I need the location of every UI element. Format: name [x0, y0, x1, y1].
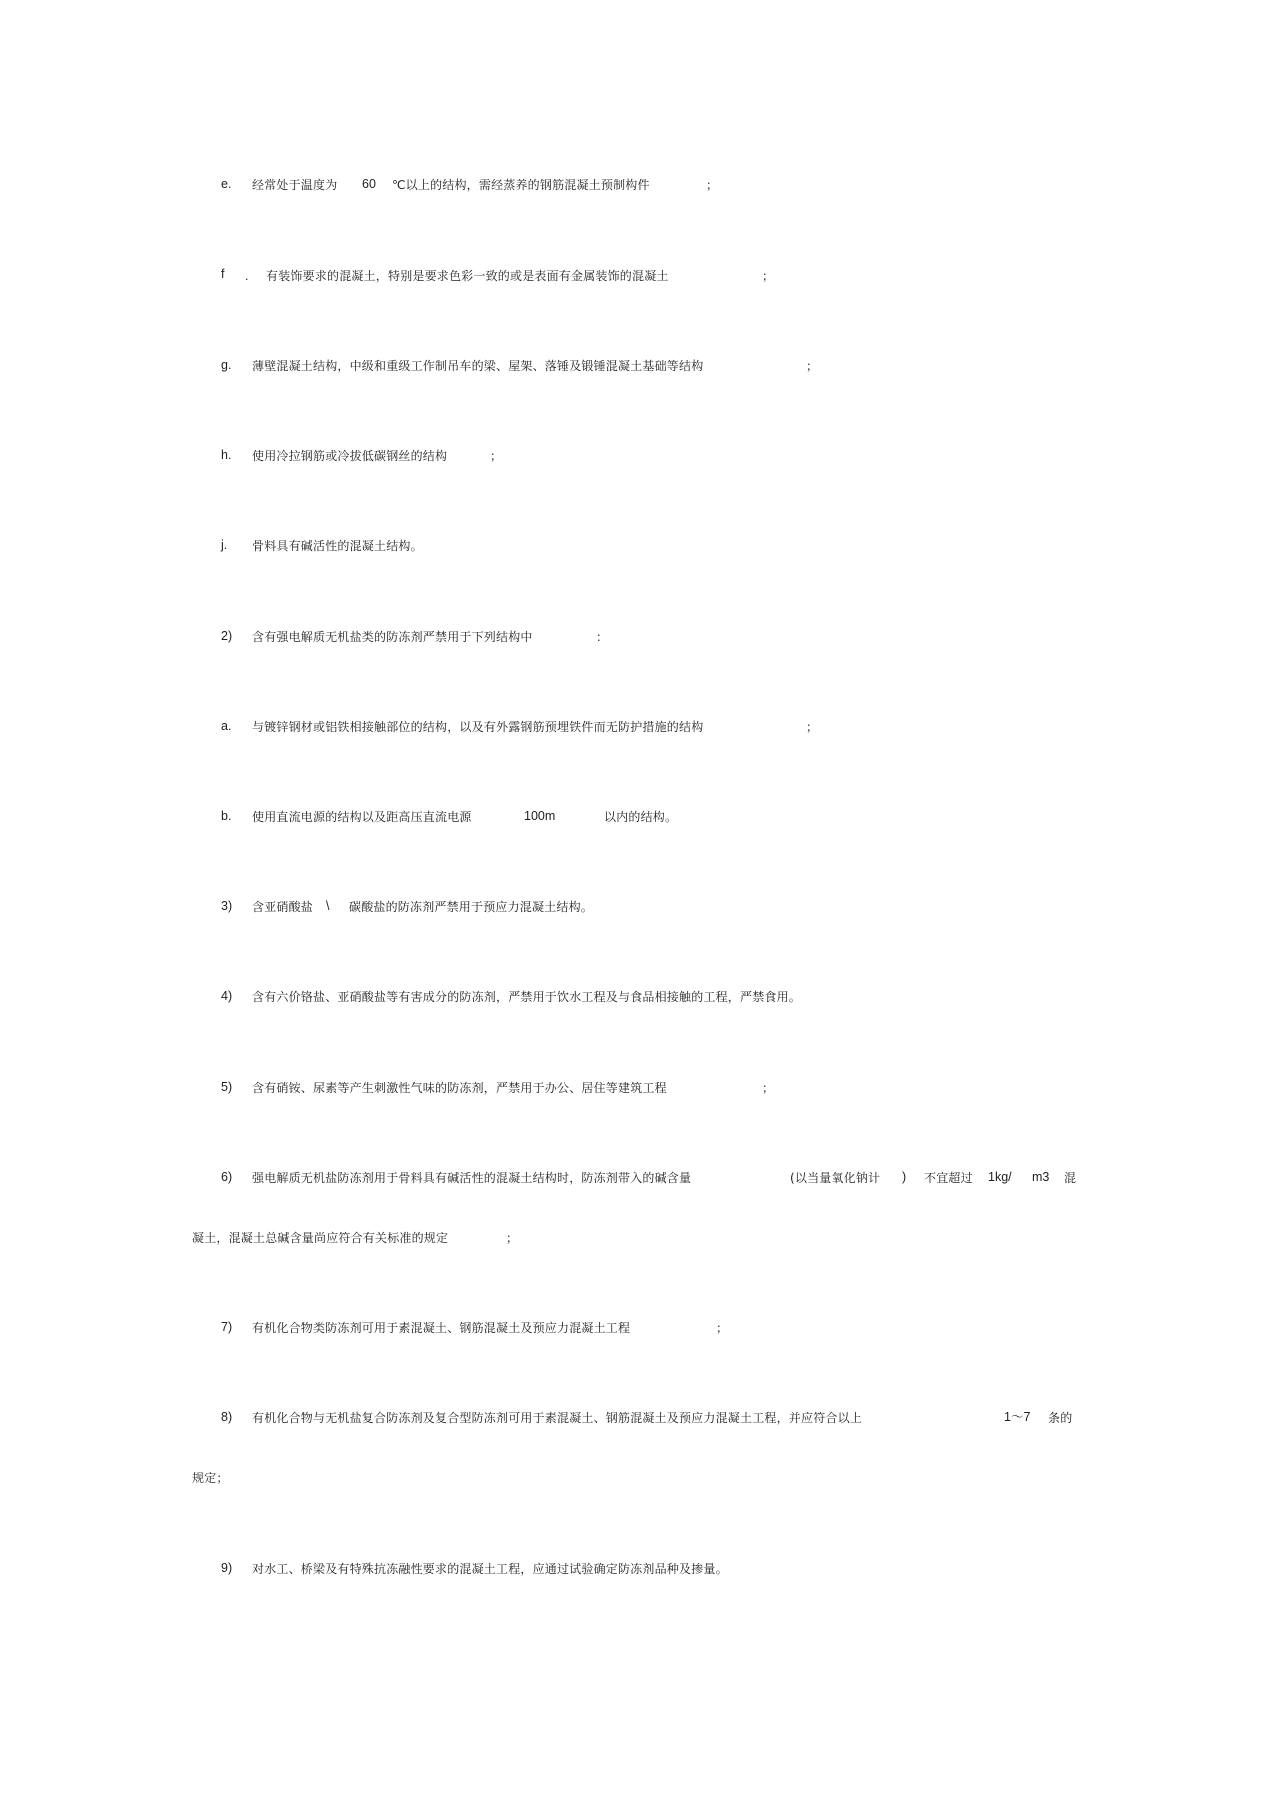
item-punctuation: ；: [762, 1081, 775, 1095]
item-marker: 5): [221, 1080, 233, 1094]
item-marker: 3): [221, 899, 233, 913]
item-text: 含亚硝酸盐: [252, 900, 314, 914]
item-marker: a.: [221, 719, 232, 733]
item-marker: e.: [221, 177, 232, 191]
item-punctuation: ；: [706, 178, 719, 192]
item-continuation: 凝土，混凝土总碱含量尚应符合有关标准的规定: [192, 1231, 449, 1245]
item-separator: \: [326, 899, 330, 913]
item-marker-dot: .: [245, 269, 249, 283]
item-text: (以当量氧化钠计: [790, 1171, 881, 1185]
item-number: 1kg/: [988, 1170, 1012, 1184]
item-text: 经常处于温度为: [252, 178, 338, 192]
item-text: 骨料具有碱活性的混凝土结构。: [252, 539, 423, 553]
item-punctuation: ；: [806, 720, 819, 734]
item-text: 有机化合物与无机盐复合防冻剂及复合型防冻剂可用于素混凝土、钢筋混凝土及预应力混凝土工程，并应符合以上: [252, 1411, 863, 1425]
item-text: 薄壁混凝土结构，中级和重级工作制吊车的梁、屋架、落锤及锻锤混凝土基础等结构: [252, 359, 704, 373]
item-unit: m3: [1032, 1170, 1050, 1184]
item-number: 60: [362, 177, 376, 191]
item-text: 不宜超过: [924, 1171, 973, 1185]
item-marker: 2): [221, 629, 233, 643]
item-number: 1～7: [1004, 1410, 1031, 1424]
item-text: 有机化合物类防冻剂可用于素混凝土、钢筋混凝土及预应力混凝土工程: [252, 1321, 631, 1335]
item-marker: 8): [221, 1410, 233, 1424]
item-punctuation: ；: [716, 1321, 729, 1335]
item-text: 使用冷拉钢筋或冷拔低碳钢丝的结构: [252, 449, 448, 463]
item-text: ): [902, 1170, 907, 1184]
item-punctuation: ；: [490, 449, 503, 463]
item-punctuation: ；: [506, 1231, 519, 1245]
item-text: 以内的结构。: [604, 810, 678, 824]
item-text: 含有强电解质无机盐类的防冻剂严禁用于下列结构中: [252, 630, 533, 644]
item-text: 有装饰要求的混凝土，特别是要求色彩一致的或是表面有金属装饰的混凝土: [266, 269, 669, 283]
item-text: 混: [1064, 1171, 1077, 1185]
item-punctuation: ；: [806, 359, 819, 373]
item-marker: 9): [221, 1561, 233, 1575]
item-text: 强电解质无机盐防冻剂用于骨料具有碱活性的混凝土结构时，防冻剂带入的碱含量: [252, 1171, 692, 1185]
item-text: 条的: [1048, 1411, 1073, 1425]
item-marker: f: [221, 267, 225, 281]
item-marker: 6): [221, 1170, 233, 1184]
item-punctuation: ：: [596, 630, 609, 644]
item-punctuation: ；: [762, 269, 775, 283]
item-text: 对水工、桥梁及有特殊抗冻融性要求的混凝土工程，应通过试验确定防冻剂品种及掺量。: [252, 1562, 728, 1576]
item-text: 碳酸盐的防冻剂严禁用于预应力混凝土结构。: [349, 900, 594, 914]
item-continuation: 规定；: [192, 1471, 229, 1485]
item-number: 100m: [524, 809, 556, 823]
item-text: ℃以上的结构，需经蒸养的钢筋混凝土预制构件: [392, 178, 650, 192]
item-marker: 4): [221, 989, 233, 1003]
item-marker: 7): [221, 1320, 233, 1334]
item-marker: b.: [221, 809, 232, 823]
item-marker: g.: [221, 358, 232, 372]
item-text: 含有六价铬盐、亚硝酸盐等有害成分的防冻剂，严禁用于饮水工程及与食品相接触的工程，严禁食用。: [252, 990, 802, 1004]
item-text: 含有硝铵、尿素等产生刺激性气味的防冻剂，严禁用于办公、居住等建筑工程: [252, 1081, 667, 1095]
item-marker: h.: [221, 448, 232, 462]
item-text: 与镀锌钢材或铝铁相接触部位的结构，以及有外露钢筋预埋铁件而无防护措施的结构: [252, 720, 704, 734]
item-marker: j.: [221, 538, 228, 552]
item-text: 使用直流电源的结构以及距高压直流电源: [252, 810, 472, 824]
